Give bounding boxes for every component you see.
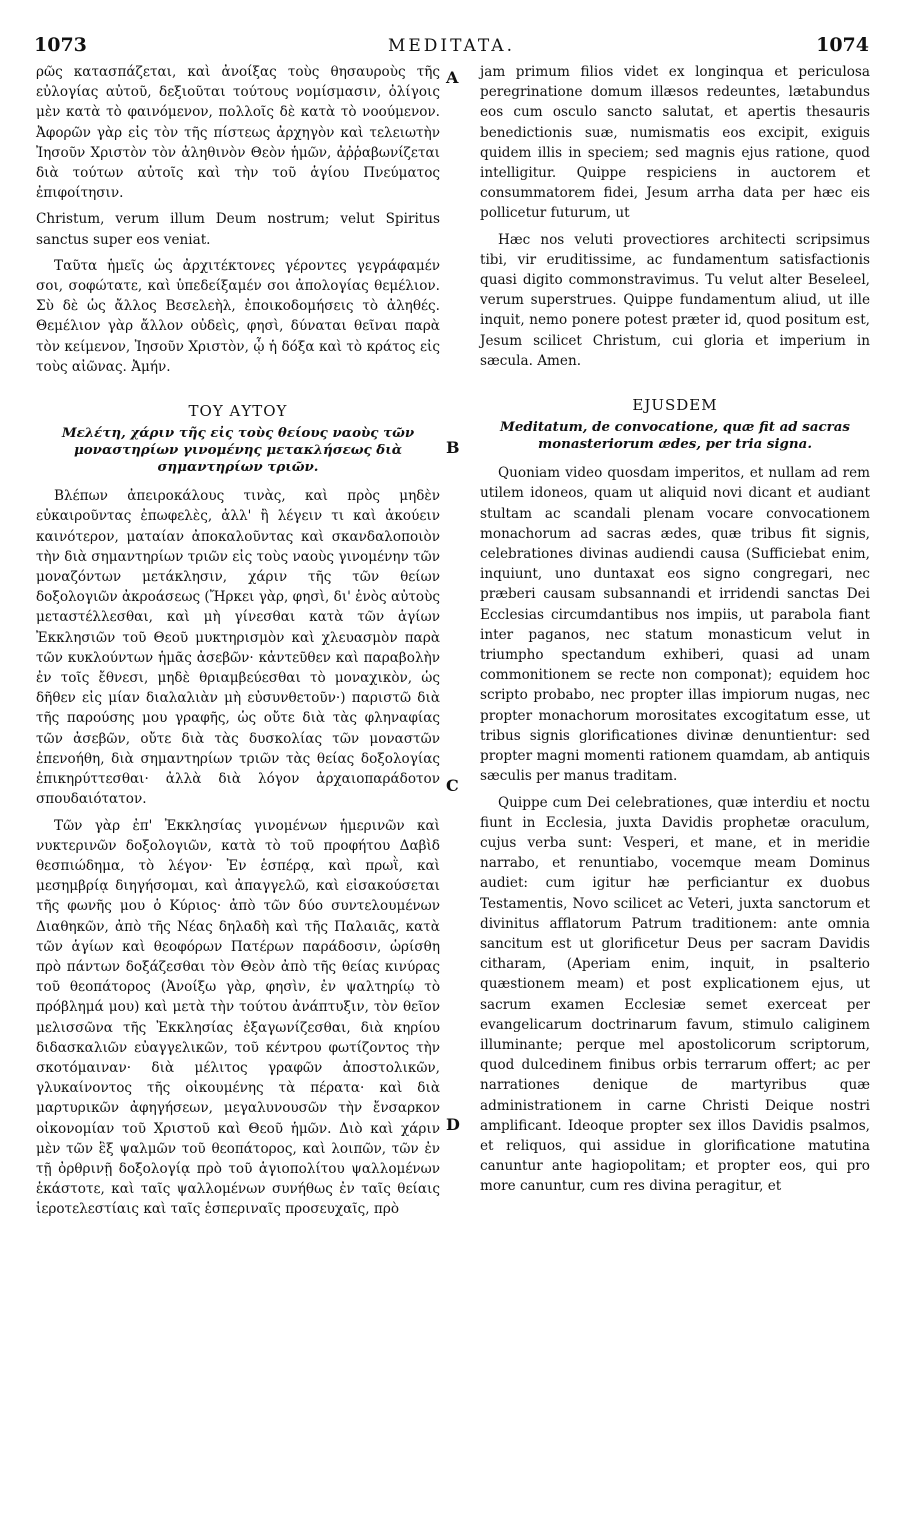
latin-column — [480, 62, 870, 1203]
margin-marker-a: A — [446, 68, 459, 87]
greek-paragraph: Τῶν γὰρ ἐπ' Ἐκκλησίας γινομένων ἡμερινῶν καὶ νυκτερινῶν δοξολογιῶν, κατὰ τὸ τοῦ προφήτου Δαβὶδ θεσπιώδημα, τὸ λέγον· Ἐν ἑσπέρᾳ, καὶ πρωῒ, καὶ μεσημβρίᾳ διηγήσομαι, καὶ ἀπαγγελῶ, καὶ εἰσακούσεται τῆς φωνῆς μου ὁ Κύριος· ἀπὸ τῶν δύο συντελουμένων Διαθηκῶν, ἀπὸ τῆς Νέας δηλαδὴ καὶ τῆς Παλαιᾶς, κατὰ τῶν ἁγίων καὶ θεοφόρων Πατέρων παράδοσιν, ὡρίσθη πρὸ πάντων δοξάζεσθαι τὸν Θεὸν ἀπὸ τῆς θείας κινύρας τοῦ θεοπάτορος (Ἀνοίξω γὰρ, φησὶν, ἐν ψαλτηρίῳ τὸ πρόβλημά μου) καὶ μετὰ τὴν τούτου ἀνάπτυξιν, τὸν θεῖον μελισσῶνα τῆς Ἐκκλησίας ἐξαγωνίζεσθαι, διὰ κηρίου διδασκαλιῶν εὐαγγελικῶν, τοῦ κέντρου φωτίζοντος τὴν σκοτόμαιναν· διὰ μέλιτος γραφῶν ἀποστολικῶν, γλυκαίνοντος τῆς οἰκουμένης τὰ πέρατα· καὶ διὰ μαρτυρικῶν ἀφηγήσεων, μεγαλυνουσῶν τὴν ἔνσαρκον οἰκονομίαν τοῦ Χριστοῦ καὶ Θεοῦ ἡμῶν. Διὸ καὶ χάριν μὲν τῶν ἓξ ψαλμῶν τοῦ θεοπάτορος, καὶ λοιπῶν, τῶν ἐν τῇ ὀρθρινῇ δοξολογίᾳ πρὸ τοῦ ἁγιοπολίτου ψαλλομένων ἑκάστοτε, καὶ ταῖς ψαλλομένων συνήθως ἐν ταῖς θείαις ἱεροτελεστίαις καὶ ταῖς ἑσπεριναῖς προσευχαῖς, πρὸ — [36, 817, 440, 1218]
latin-line-in-greek-column: Christum, verum illum Deum nostrum; velut Spiritus sanctus super eos veniat. — [36, 211, 440, 248]
greek-paragraph: Ταῦτα ἡμεῖς ὡς ἀρχιτέκτονες γέροντες γεγράφαμέν σοι, σοφώτατε, καὶ ὑπεδείξαμέν σοι ἀπολογίας θεμέλιον. Σὺ δὲ ὡς ἄλλος Βεσελεὴλ, ἐποικοδομήσεις τὸ ἀληθές. Θεμέλιον γὰρ ἄλλον οὐδεὶς, φησὶ, δύναται θεῖναι παρὰ τὸν κείμενον, Ἰησοῦν Χριστὸν, ᾧ ἡ δόξα καὶ τὸ κράτος εἰς τοὺς αἰῶνας. Ἀμήν. — [36, 257, 440, 375]
page-number-left: 1073 — [34, 34, 87, 56]
greek-column — [36, 62, 440, 1226]
greek-paragraph: Βλέπων ἀπειροκάλους τινὰς, καὶ πρὸς μηδὲν εὐκαιροῦντας ἐπωφελὲς, ἀλλ' ἢ λέγειν τι καὶ ἀκούειν καινότερον, ματαίαν ἀποκαλοῦντας καὶ σκανδαλοποιὸν τὴν διὰ σημαντηρίων τριῶν εἰς τοὺς ναοὺς γινομένην τῶν μοναζόντων μετάκλησιν, χάριν τῆς τῶν θείων δοξολογιῶν ἀκροάσεως (Ἤρκει γὰρ, φησὶ, δι' ἑνὸς αὐτοὺς μεταστέλλεσθαι, καὶ μὴ γίνεσθαι κατὰ τῶν ἁγίων Ἐκκλησιῶν τοῦ Θεοῦ μυκτηρισμὸν καὶ χλευασμὸν παρὰ τῶν κυκλούντων ἡμᾶς ἀσεβῶν· κἀντεῦθεν καὶ παραβολὴν ἐν τοῖς ἔθνεσι, μηδὲ θριαμβεύεσθαι τὸ μοναχικὸν, ὡς δῆθεν εἰς μίαν διαλαλιὰν μὴ εὐσυνθετοῦν·) παριστῶ διὰ τῆς παρούσης μου γραφῆς, ὡς οὔτε διὰ τὰς φληναφίας τῶν ἀσεβῶν, οὔτε διὰ τὰς δυσκολίας τῶν μοναστῶν ἐπενοήθη, διὰ σημαντηρίων τριῶν τὰς θείας δοξολογίας ἐπικηρύττεσθαι· ἀλλὰ διὰ λόγον ἀρχαιοπαράδοτον σπουδαιότατον. — [36, 488, 440, 808]
latin-section-subtitle: Meditatum, de convocatione, quæ fit ad sacras monasteriorum ædes, per tria signa. — [500, 419, 850, 453]
margin-marker-c: C — [446, 776, 459, 795]
latin-paragraph: Hæc nos veluti provectiores architecti scripsimus tibi, vir eruditissime, ac fundamentum satisfactionis quasi digito commonstravimus. Tu velut alter Beseleel, verum superstrues. Quippe fundamentum aliud, ut ille inquit, nemo ponere potest præter id, quod positum est, Jesum scilicet Christum, cui gloria et imperium in sæcula. Amen. — [480, 231, 870, 369]
margin-marker-b: B — [446, 438, 460, 457]
page-number-right: 1074 — [816, 34, 869, 56]
latin-paragraph: Quoniam video quosdam imperitos, et nullam ad rem utilem idoneos, quam ut aliquid novi dicant et audiant stultam ac scandali plenam vocare convocationem monachorum ad sacras ædes, quæ tribus fit signis, celebrationes divinas audiendi causa (Sufficiebat enim, inquiunt, uno duntaxat eos signo congregari, nec præberi causam subsannandi et irridendi sanctas Dei Ecclesias circumdantibus nos impiis, ut parabola fiant inter paganos, nec statum monasticum velut in triumpho spectandum exhiberi, quasi ad unam commonitionem se recte non componat); equidem hoc scripto probabo, nec propter illas impiorum nugas, nec propter monachorum morositates excogitatum esse, ut tribus signis glorificationes divinæ denuntientur: sed propter magni momenti rationem quamdam, ab antiquis sæculis per manus traditam. — [480, 465, 870, 785]
greek-paragraph: ρῶς κατασπάζεται, καὶ ἀνοίξας τοὺς θησαυροὺς τῆς εὐλογίας αὐτοῦ, δεξιοῦται τούτους νομίσμασιν, ὀλίγοις μὲν κατὰ τὸ φαινόμενον, πολλοῖς δὲ κατὰ τὸ νοούμενον. Ἀφορῶν γὰρ εἰς τὸν τῆς πίστεως ἀρχηγὸν καὶ τελειωτὴν Ἰησοῦν Χριστὸν τὸν ἀληθινὸν Θεὸν ἡμῶν, ἀῤῥαβωνίζεται διὰ τούτων αὐτοῖς καὶ τὴν τοῦ ἁγίου Πνεύματος ἐπιφοίτησιν. — [36, 64, 440, 202]
margin-marker-d: D — [446, 1115, 460, 1134]
latin-paragraph: jam primum filios videt ex longinqua et periculosa peregrinatione domum illæsos redeuntes, lætabundus eos cum osculo sancto salutat, et apertis thesauris benedictionis suæ, numismatis eos excipit, exiguis quidem illis in speciem; sed magnis ejus ratione, quod intelligitur. Quippe respiciens in auctorem et consummatorem fidei, Jesum arrha data per hæc eis pollicetur futurum, ut — [480, 64, 870, 222]
latin-section-heading: EJUSDEM — [632, 396, 718, 415]
latin-paragraph: Quippe cum Dei celebrationes, quæ interdiu et noctu fiunt in Ecclesia, juxta Davidis prophetæ oraculum, cujus verba sunt: Vesperi, et mane, et in meridie narrabo, et renuntiabo, vocemque meam Dominus audiet: cum igitur hæ perficiantur ex duobus Testamentis, Novo scilicet ac Veteri, juxta sanctorum et divinitus afflatorum Patrum traditionem: ante omnia sancitum est ut glorificetur Deus per sacram Davidis citharam, (Aperiam enim, inquit, in psalterio quæstionem meam) et post explicationem ejus, ut sacrum examen Ecclesiæ semet exerceat per evangelicarum doctrinarum favum, stimulo caliginem illuminante; perque mel apostolicorum scriptorum, quod dulcedinem finibus orbis terrarum offert; ac per narrationes denique de martyribus quæ administrationem in carne Christi Deique nostri amplificant. Ideoque propter sex illos Davidis psalmos, et reliquos, qui assidue in glorificatione matutina canuntur ante hagiopolitam; et propter eos, qui pro more canuntur, cum res divina peragitur, et — [480, 794, 870, 1195]
greek-section-heading: ΤΟΥ ΑΥΤΟΥ — [188, 402, 288, 421]
greek-section-subtitle: Μελέτη, χάριν τῆς εἰς τοὺς θείους ναοὺς τῶν μοναστηρίων γινομένης μετακλήσεως διὰ σημαντηρίων τριῶν. — [61, 425, 415, 476]
running-title: MEDITATA. — [387, 36, 515, 56]
page-header — [34, 34, 869, 58]
